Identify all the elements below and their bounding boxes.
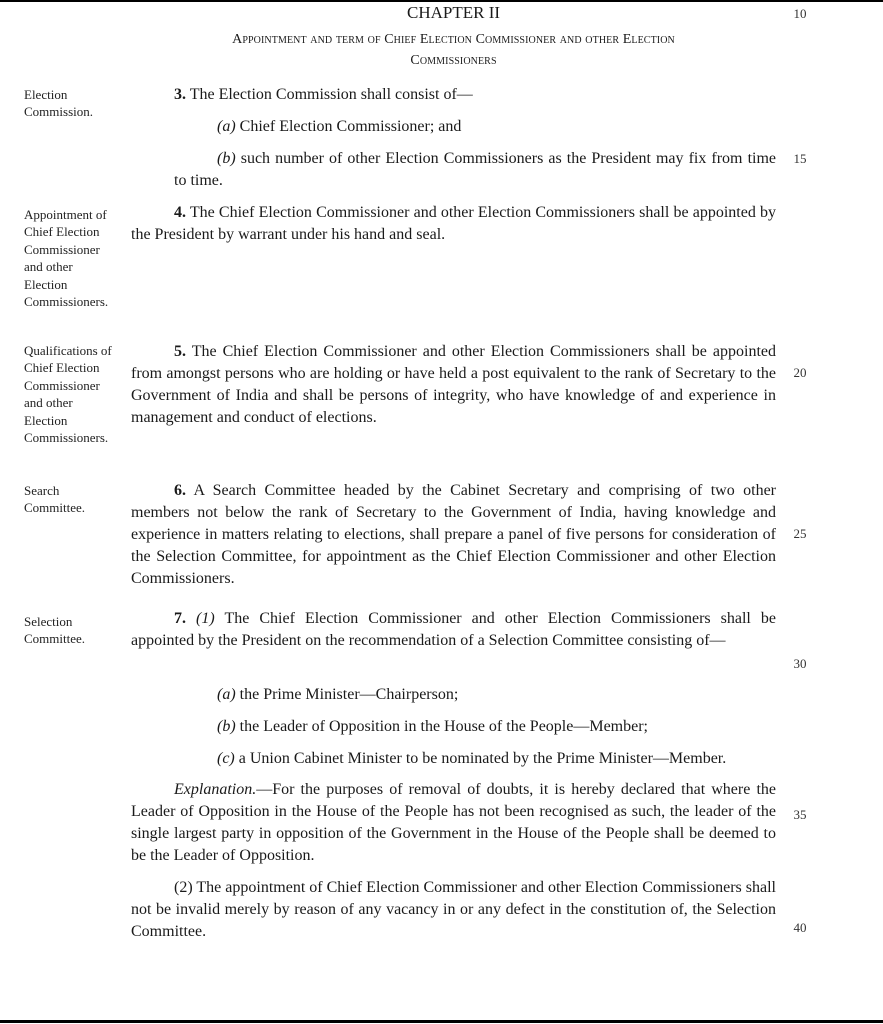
clause-label: (b) — [217, 718, 236, 735]
margin-note-section-3: Election Commission. — [24, 87, 93, 120]
line-number-40: 40 — [793, 920, 807, 935]
clause-text: Chief Election Commissioner; and — [235, 118, 462, 135]
explanation-text: —For the purposes of removal of doubts, it is hereby declared that where the Leader of Opposition in the House of the People has not been recognised as such, the leader of the single largest party in opposition of the Government in the House of the People shall be deemed to be the Leader of Opposition. — [131, 781, 776, 864]
clause-label: (a) — [217, 118, 236, 135]
margin-note-section-6: Search Committee. — [24, 483, 86, 516]
chapter-heading: CHAPTER II — [406, 3, 501, 22]
section-7-clause-a — [217, 684, 777, 706]
line-number-30: 30 — [793, 656, 807, 671]
section-5-text: The Chief Election Commissioner and other Election Commissioners shall be appointed from amongst persons who are holding or have held a post equivalent to the rank of Secretary to the Government of India and shall be persons of integrity, who have knowledge of and experience in management and conduct of elections. — [131, 343, 776, 426]
section-7-explanation — [131, 779, 776, 867]
line-number-10: 10 — [793, 6, 807, 21]
section-4-text: The Chief Election Commissioner and other Election Commissioners shall be appointed by the President by warrant under his hand and seal. — [131, 204, 776, 243]
section-7-clause-c — [217, 748, 777, 770]
clause-label: (a) — [217, 686, 236, 703]
section-4-number: 4. — [174, 204, 186, 221]
section-5-paragraph — [131, 341, 776, 429]
section-7-subsection-1 — [131, 608, 776, 652]
section-7-number: 7. — [174, 610, 186, 627]
margin-note-section-4: Appointment of Chief Election Commissioner and other Election Commissioners. — [24, 207, 109, 310]
section-5-number: 5. — [174, 343, 186, 360]
line-number-20: 20 — [793, 365, 807, 380]
line-number-15: 15 — [793, 151, 807, 166]
margin-note-section-5: Qualifications of Chief Election Commissioner and other Election Commissioners. — [24, 343, 112, 446]
clause-label: (c) — [217, 750, 235, 767]
section-3-text: The Election Commission shall consist of— — [186, 86, 473, 103]
section-6-number: 6. — [174, 482, 186, 499]
line-number-35: 35 — [793, 807, 807, 822]
subsection-text: The Chief Election Commissioner and other Election Commissioners shall be appointed by the President on the recommendation of a Selection Committee consisting of— — [131, 610, 777, 649]
section-3-clause-a — [217, 116, 777, 138]
margin-note-section-7: Selection Committee. — [24, 614, 86, 647]
section-3-number: 3. — [174, 86, 186, 103]
clause-text: the Leader of Opposition in the House of the People—Member; — [235, 718, 648, 735]
section-3-clause-b — [174, 148, 776, 192]
section-7-clause-b — [217, 716, 777, 738]
clause-text: the Prime Minister—Chairperson; — [235, 686, 459, 703]
top-rule — [0, 0, 883, 2]
bottom-rule — [0, 1020, 883, 1023]
explanation-label: Explanation. — [174, 781, 257, 798]
section-6-text: A Search Committee headed by the Cabinet Secretary and comprising of two other members not below the rank of Secretary to the Government of India, having knowledge and experience in matters relating to elections, shall prepare a panel of five persons for consideration of the Selection Committee, for appointment as the Chief Election Commissioner and other Election Commissioners. — [131, 482, 776, 587]
chapter-title-line-2: Commissioners — [410, 53, 497, 68]
clause-text: such number of other Election Commissioners as the President may fix from time to time. — [174, 150, 776, 189]
line-number-25: 25 — [793, 526, 807, 541]
clause-text: a Union Cabinet Minister to be nominated by the Prime Minister—Member. — [234, 750, 727, 767]
section-3-intro — [174, 84, 776, 106]
section-6-paragraph — [131, 480, 776, 590]
chapter-title-line-1: Appointment and term of Chief Election Commissioner and other Election — [232, 32, 675, 47]
clause-label: (b) — [217, 150, 236, 167]
subsection-label: (1) — [196, 610, 215, 627]
section-4-paragraph — [131, 202, 776, 246]
section-7-subsection-2: (2) The appointment of Chief Election Commissioner and other Election Commissioners shall not be invalid merely by reason of any vacancy in or any defect in the constitution of, the Selection Committee. — [131, 879, 776, 940]
